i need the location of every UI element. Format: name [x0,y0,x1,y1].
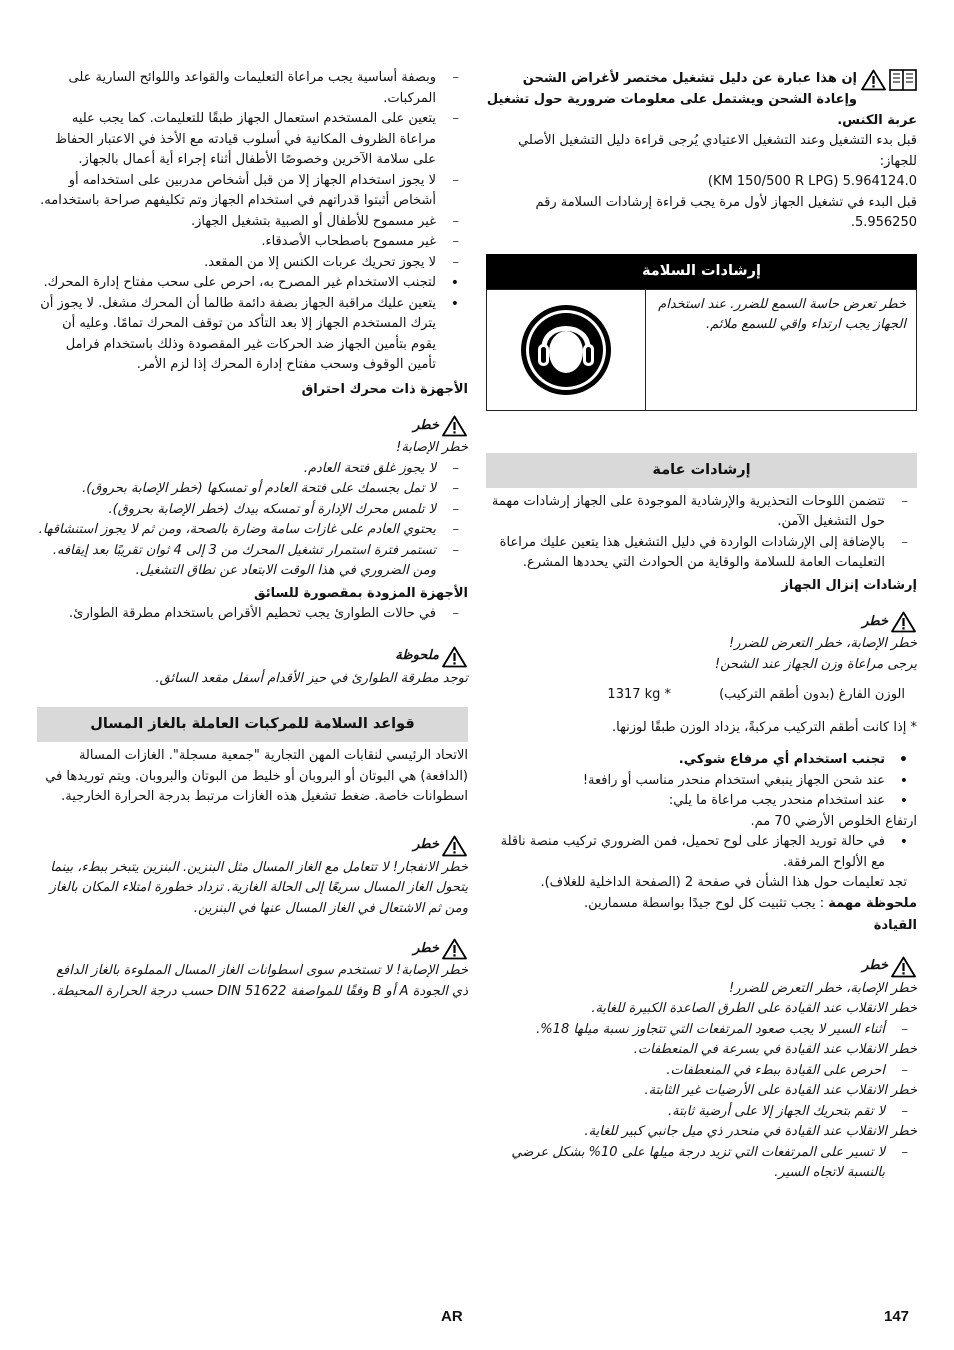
weight-row [486,685,917,706]
intro-bold-text: إن هذا عبارة عن دليل تشغيل مختصر لأغراض الشحن وإعادة الشحن ويشتمل على معلومات ضرورية حول تشغيل عربة الكنس. [486,71,917,128]
intro-block [486,68,917,234]
warning-triangle-icon [890,956,917,978]
safety-icon-cell [487,289,646,410]
list-item: – يتعين على المستخدم استعمال الجهاز طبقًا للتعليمات. كما يجب عليه مراعاة الظروف المكانية في أسلوب قيادته مع الأخذ في الاعتبار الحفاظ على سلامة الآخرين وخصوصًا الأطفال أثناء إجراء أية أعمال بالجهاز. [37,109,468,171]
list-item: – بالإضافة إلى الإرشادات الواردة في دليل التشغيل هذا يتعين عليك مراعاة التعليمات العامة للسلامة والوقاية من الحوادث التي يحددها المشرع. [486,533,917,574]
danger-label: خطر [862,613,888,629]
forklift-list [486,750,917,812]
note-heading [37,645,468,669]
general-section-title: إرشادات عامة [486,453,917,488]
unloading-danger-1: خطر الإصابة، خطر التعرض للضرر! [729,636,917,651]
warning-triangle-icon [441,646,468,668]
unloading-title: إرشادات إنزال الجهاز [781,577,917,593]
intro-icons [860,69,917,91]
driving-danger-4: خطر الانقلاب عند القيادة على الأرضيات غير الثابتة. [644,1083,917,1098]
engine-danger-text: خطر الإصابة! [396,440,468,455]
intro-paragraph-1: قبل بدء التشغيل وعند التشغيل الاعتيادي يُرجى قراءة دليل التشغيل الأصلي للجهاز: [518,133,917,169]
important-label: ملحوظة مهمة [828,895,917,911]
note-text: توجد مطرقة الطوارئ في حيز الأقدام أسفل مقعد السائق. [155,670,468,686]
list-item: • يتعين عليك مراقبة الجهاز بصفة دائمة طالما أن المحرك مشغل. لا يجوز أن يترك المستخدم الجهاز إلا بعد التأكد من توقف المحرك تمامًا. وعليه أن يقوم بتأمين الجهاز ضد الحركات غير المقصودة وذلك باستخدام فرامل تأمين الوقوف وسحب مفتاح إدارة المحرك إذا لزم الأمر. [37,294,468,376]
left-column [37,68,468,1002]
danger-label: خطر [413,417,439,433]
important-text: : يجب تثبيت كل لوح جيدًا بواسطة مسمارين. [583,895,829,911]
intro-paragraph-2: 5.964124.0 (KM 150/500 R LPG) [707,174,917,189]
danger-label: خطر [413,837,439,853]
driving-title: القيادة [873,918,917,933]
note-label: ملحوظة [395,648,439,664]
safety-text-cell [646,289,917,410]
list-item: – أثناء السير لا يجب صعود المرتفعات التي تتجاوز نسبة ميلها 18%. [486,1020,917,1041]
ear-protection-icon [520,304,612,396]
list-item: – غير مسموح للأطفال أو الصبية بتشغيل الجهاز. [37,212,468,233]
list-item: – وبصفة أساسية يجب مراعاة التعليمات والقواعد واللوائح السارية على المركبات. [37,68,468,109]
safety-text: خطر تعرض حاسة السمع للضرر. عند استخدام الجهاز يجب ارتداء واقي للسمع ملائم. [658,296,906,332]
unloading-danger-2: يرجى مراعاة وزن الجهاز عند الشحن! [714,656,917,672]
warning-triangle-icon [441,938,468,960]
danger-label: خطر [862,958,888,974]
right-column [486,68,917,1184]
manual-book-icon [889,69,917,91]
lpg-danger-2: خطر الإصابة! لا تستخدم سوى اسطوانات الغاز المسال المملوءة بالغاز الدافع ذي الجودة A أو B وفقًا للمواصفة DIN 51622 حسب درجة الحرارة المحيطة. [52,963,468,999]
list-item: – في حالات الطوارئ يجب تحطيم الأقراص باستخدام مطرقة الطوارئ. [37,604,468,625]
driving-danger-1: خطر الإصابة، خطر التعرض للضرر! [729,980,917,996]
driving-danger-5: خطر الانقلاب عند القيادة في منحدر ذي ميل جانبي كبير للغاية. [584,1124,917,1139]
engine-title: الأجهزة ذات محرك احتراق [301,381,468,397]
list-item: • لتجنب الاستخدام غير المصرح به، احرص على سحب مفتاح إدارة المحرك. [37,273,468,294]
intro-paragraph-3: قبل البدء في تشغيل الجهاز لأول مرة يجب قراءة إرشادات السلامة رقم 5.956250. [535,194,917,230]
weight-label: الوزن الفارغ (بدون أطقم التركيب) [719,687,905,702]
safety-section-title: إرشادات السلامة [486,254,917,289]
list-item: – لا تسير على المرتفعات التي تزيد درجة ميلها على 10% بشكل عرضي بالنسبة لاتجاه السير. [486,1143,917,1184]
driving-danger-block [486,979,917,1184]
seat-title: الأجهزة المزودة بمقصورة للسائق [254,585,468,601]
list-item: – لا تمل بجسمك على فتحة العادم أو تمسكها (خطر الإصابة بحروق). [37,479,468,500]
lpg-danger-heading-1 [37,834,468,858]
weight-value: 1317 kg * [607,687,672,702]
lpg-danger-heading-2 [37,937,468,961]
list-item: – تستمر فترة استمرار تشغيل المحرك من 3 إلى 4 ثوان تقريبًا بعد إيقافه. ومن الضروري في هذا الوقت الابتعاد عن نطاق التشغيل. [37,541,468,582]
important-note [486,894,917,915]
page-number: 147 [884,1308,910,1325]
list-item: – لا يجوز استخدام الجهاز إلا من قبل أشخاص مدربين على استخدامه أو أشخاص أثبتوا قدراتهم في استخدام الجهاز وتم تكليفهم صراحة باستخدامه. [37,171,468,212]
lpg-text: الاتحاد الرئيسي لنقابات المهن التجارية "جمعية مسجلة". الغازات المسالة (الدافعة) هي البوتان أو البروبان أو خليط من البوتان والبروبان. ويتم توريدها في اسطوانات خاصة. ضغط تشغيل هذه الغازات مرتبط بدرجة الحرارة الخارجية. [45,748,468,804]
warning-triangle-icon [441,415,468,437]
engine-danger-heading [37,414,468,438]
rules-list [37,68,468,376]
list-item: – لا يجوز تحريك عربات الكنس إلا من المقعد. [37,253,468,274]
engine-danger-block [37,438,468,582]
list-item: – غير مسموح باصطحاب الأصدقاء. [37,232,468,253]
safety-table [486,289,917,411]
list-item: – تتضمن اللوحات التحذيرية والإرشادية الموجودة على الجهاز إرشادات مهمة حول التشغيل الآمن. [486,492,917,533]
seat-list [37,604,468,625]
list-item: • تجنب استخدام أي مرفاع شوكي. [486,750,917,771]
warning-triangle-icon [860,69,887,91]
danger-label: خطر [413,940,439,956]
driving-danger-heading [486,955,917,979]
list-item: – لا تلمس محرك الإدارة أو تمسكه بيدك (خطر الإصابة بحروق). [37,500,468,521]
driving-danger-3: خطر الانقلاب عند القيادة في بسرعة في المنعطفات. [633,1042,917,1057]
list-item: – يحتوي العادم على غازات سامة وضارة بالصحة، ومن ثم لا يجوز استنشاقها. [37,520,468,541]
warning-triangle-icon [441,835,468,857]
warning-triangle-icon [890,611,917,633]
list-item: • عند شحن الجهاز ينبغي استخدام منحدر مناسب أو رافعة! [486,771,917,792]
pallet-info: تجد تعليمات حول هذا الشأن في صفحة 2 (الصفحة الداخلية للغلاف). [540,875,907,890]
driving-danger-2: خطر الانقلاب عند القيادة على الطرق الصاعدة الكبيرة للغاية. [591,1001,917,1016]
list-item: – لا يجوز غلق فتحة العادم. [37,459,468,480]
ground-clearance: ارتفاع الخلوص الأرضي 70 مم. [750,813,917,829]
footer-lang: AR [441,1308,463,1325]
weight-note: * إذا كانت أطقم التركيب مركبةً، يزداد الوزن طبقًا لوزنها. [612,719,917,735]
lpg-danger-1: خطر الانفجار! لا تتعامل مع الغاز المسال مثل البنزين. البنزين يتبخر ببطء، بينما يتحول الغاز المسال سريعًا إلى الحالة الغازية. تزداد خطورة امتلاء المكان بالغاز ومن ثم الاشتعال في الغاز المسال عنها في البنزين. [49,859,468,916]
general-list [486,492,917,574]
list-item: • في حالة توريد الجهاز على لوح تحميل، فمن الضروري تركيب منصة ناقلة مع الألواح المرفقة. [486,832,917,873]
unloading-danger-heading [486,610,917,634]
list-item: • عند استخدام منحدر يجب مراعاة ما يلي: [486,791,917,812]
list-item: – لا تقم بتحريك الجهاز إلا على أرضية ثابتة. [486,1102,917,1123]
pallet-list [486,832,917,873]
lpg-section-title: قواعد السلامة للمركبات العاملة بالغاز المسال [37,707,468,742]
list-item: – احرص على القيادة ببطء في المنعطفات. [486,1061,917,1082]
